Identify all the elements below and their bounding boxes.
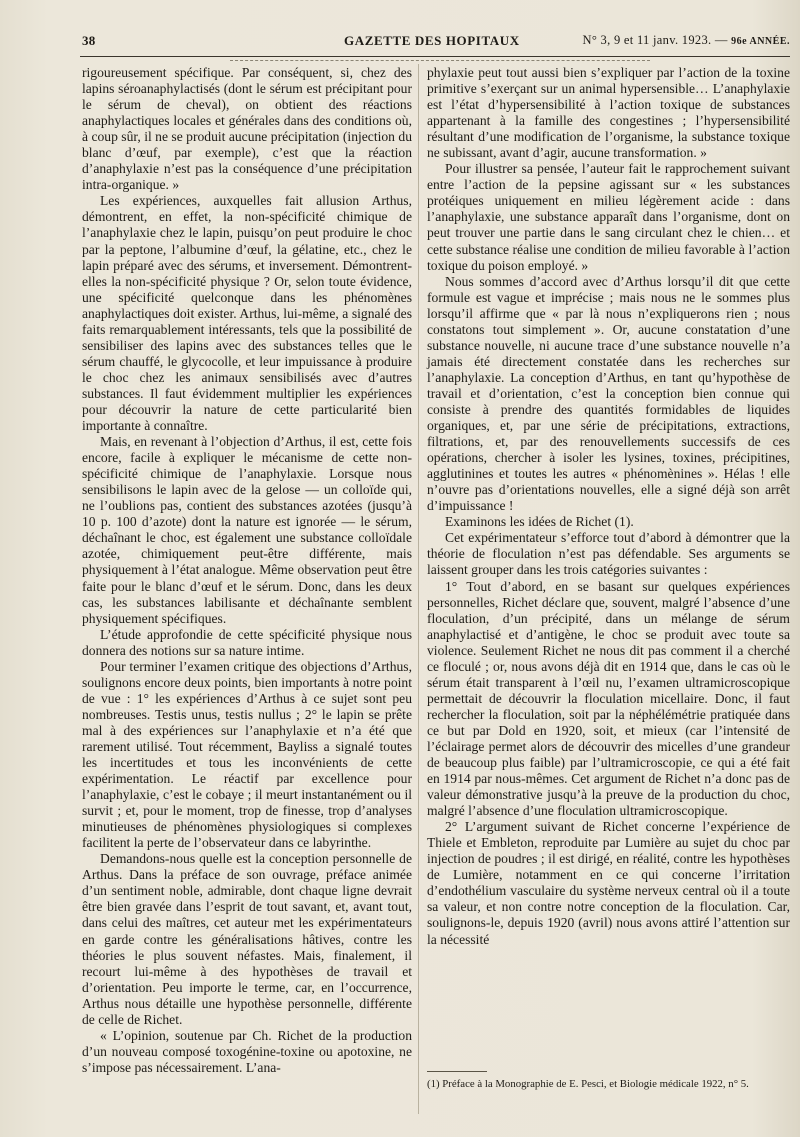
issue-info (583, 33, 791, 48)
paragraph: rigoureusement spécifique. Par conséquent, si, chez des lapins séroanaphylactisés (dont le sérum est précipitant pour le sérum de cheval), on obtient des réactions anaphylactiques locales et générales dans des conditions où, à coup sûr, il ne se produit aucune précipitation (injection du blanc d’œuf, par exemple), c’est que la réaction d’anaphylaxie n’est pas la conséquence d’une précipitation intra-organique. » (82, 65, 412, 193)
paragraph: Nous sommes d’accord avec d’Arthus lorsqu’il dit que cette formule est vague et imprécise ; mais nous ne le sommes plus lorsqu’il affirme que « par là nous n’expliquerons rien ; nous constatons tout simplement ». Or, aucune constatation d’une substance nouvelle, ni aucune trace d’une substance nouvelle n’a jamais été directement constatée dans les recherches sur l’anaphylaxie. La conception d’Arthus, en tant qu’hypothèse de travail et d’orientation, c’est la conception bien connue qui consiste à prendre des quantités formidables de liquides organiques, et, par une série de précipitations, extractions, filtrations, et, par des renouvellements successifs de ces opérations, chercher à isoler les lysines, toxines, précipitines, agglutinines et toutes les autres « phénomènines ». Hélas ! elle n’ouvre pas d’orientations nouvelles, elle a signé déjà son arrêt d’impuissance ! (427, 273, 790, 514)
footnote-rule (427, 1071, 487, 1072)
paragraph: 2° L’argument suivant de Richet concerne l’expérience de Thiele et Embleton, reproduite par Lumière au sujet du choc par injection de poudres ; il est dirigé, en réalité, contre les hypothèses de Lumière, notamment en ce qui concerne l’irritation d’endothélium vasculaire du système nerveux central où il a toute sa valeur, et non contre notre conception de la floculation. Car, soulignons-le, depuis 1920 (avril) nous avons attiré l’attention sur la nécessité (427, 819, 790, 947)
page-number: 38 (82, 33, 96, 48)
footnote: (1) Préface à la Monographie de E. Pesci, et Biologie médicale 1922, n° 5. (427, 1078, 749, 1090)
paragraph: Demandons-nous quelle est la conception personnelle de Arthus. Dans la préface de son ouvrage, préface animée d’un sentiment noble, admirable, dont chaque ligne devrait être bien gravée dans l’esprit de tout savant, et, avant tout, dans celui des maîtres, cet auteur met les expérimentateurs en garde contre les généralisations hâtives, contre les théories le plus souvent néfastes. Mais, finalement, il recourt lui-même à des hypothèses de travail et d’orientation. Peu importe le terme, car, en l’occurrence, Arthus nous détaille une hypothèse personnelle, différente de celle de Richet. (82, 851, 412, 1027)
paragraph: Pour illustrer sa pensée, l’auteur fait le rapprochement suivant entre l’action de la pepsine agissant sur « les substances protéiques uniquement en milieu légèrement acide : dans l’anaphylaxie, une substance apparaît dans l’organisme, dont on peut trouver une partie dans le sang circulant chez le chien… et cette substance réalise une condition de milieu favorable à l’action toxique du poison employé. » (427, 161, 790, 273)
journal-title: GAZETTE DES HOPITAUX (344, 33, 520, 48)
left-column (82, 65, 412, 1076)
column-divider (418, 64, 419, 1114)
paragraph: Examinons les idées de Richet (1). (445, 514, 634, 530)
paragraph: Les expériences, auxquelles fait allusion Arthus, démontrent, en effet, la non-spécificité chimique de l’anaphylaxie chez le lapin, puisqu’on peut produire le choc par la peptone, l’albumine d’œuf, la gélatine, etc., chez le lapin préparé avec des sérums, et inversement. Démontrent-elles la non-spécificité physique ? Or, selon toute évidence, une spécificité quelconque dans les phénomènes anaphylactiques doit exister. Arthus, lui-même, a signalé des faits remarquablement intéressants, tels que la possibilité de sensibiliser des lapins avec des substances telles que le sérum chauffé, le glycocolle, et leur impuissance à produire le choc chez les animaux sensibilisés avec d’autres substances. Il faut évidemment multiplier les expériences pour découvrir la nature de cette particularité bien importante à connaître. (82, 193, 412, 434)
header-ornament-rule (230, 60, 650, 61)
right-column (427, 65, 790, 948)
paragraph: 1° Tout d’abord, en se basant sur quelques expériences personnelles, Richet déclare que, souvent, malgré l’absence d’une floculation, d’un précipité, dans un mélange de sérum anaphylactisé et d’antigène, le choc se produit avec toute sa violence. Seulement Richet ne nous dit pas comment il a cherché ce floculé ; or, nous avons déjà dit en 1914 que, dans le cas où le sérum était transparent à l’œil nu, l’examen ultramicroscopique permettait de découvrir la floculation micellaire. Donc, il faut rechercher la floculation, soit par la néphélémétrie pratiquée dans ce but par Dold en 1920, soit, et mieux (car l’intensité de l’éclairage permet alors de découvrir des micelles d’une grandeur de beaucoup plus faible) par l’ultramicroscopie, ce qui a été fait en 1914 par nous-mêmes. Cet argument de Richet n’a donc pas de valeur démonstrative jusqu’à la preuve de la production du choc, malgré l’absence d’une floculation ultramicroscopique. (427, 578, 790, 819)
paragraph: « L’opinion, soutenue par Ch. Richet de la production d’un nouveau composé toxogénine-toxine ou apotoxine, ne s’impose pas nécessairement. L’ana- (82, 1027, 412, 1075)
paragraph: Pour terminer l’examen critique des objections d’Arthus, soulignons encore deux points, bien importants à notre point de vue : 1° les expériences d’Arthus à ce sujet sont peu nombreuses. Testis unus, testis nullus ; 2° le lapin se prête mal à des expériences sur l’anaphylaxie et n’a été que rarement utilisé. Tout récemment, Bayliss a signalé toutes les incertitudes et tous les inconvénients de cette expérimentation. Le réactif par excellence pour l’anaphylaxie, c’est le cobaye ; il meurt instantanément ou il survit ; et, pour le moment, trop de finesse, trop d’analyses minutieuses de phénomènes physiologiques si complexes facilitent la perte de l’observateur dans ce labyrinthe. (82, 658, 412, 851)
page-header (74, 30, 790, 52)
paragraph: Mais, en revenant à l’objection d’Arthus, il est, cette fois encore, facile à expliquer le mécanisme de cette non-spécificité chimique de l’anaphylaxie. Lorsque nous sensibilisons le lapin avec de la gelose — un colloïde qui, ne l’oublions pas, contient des substances azotées (jusqu’à 10 p. 100 d’azote) dont la nature est ignorée — le sérum, déchaînant le choc, est également une substance colloïdale azotée, chimiquement peut-être différente, mais physiquement à l’état analogue. Même observation peut être faite pour le blanc d’œuf et le sérum. Donc, dans les deux cas, les substances labilisante et déchaînante semblent physiquement spécifiques. (82, 434, 412, 626)
year-label: 96e ANNÉE. (731, 36, 790, 47)
issue-date: N° 3, 9 et 11 janv. 1923. — (582, 33, 728, 47)
paragraph: Cet expérimentateur s’efforce tout d’abord à démontrer que la théorie de floculation n’est pas défendable. Ses arguments se laissent grouper dans les trois catégories suivantes : (427, 530, 790, 578)
header-rule (80, 56, 790, 57)
paragraph: L’étude approfondie de cette spécificité physique nous donnera des notions sur sa nature intime. (82, 626, 412, 658)
paragraph: phylaxie peut tout aussi bien s’expliquer par l’action de la toxine primitive s’exerçant sur un animal hypersensible… L’anaphylaxie est l’état d’hypersensibilité à l’action toxique de substances appartenant à la famille des congestines ; l’hypersensibilité résultant d’une modification de l’organisme, la substance toxique ne subissant, avant d’agir, aucune transformation. » (427, 65, 790, 161)
